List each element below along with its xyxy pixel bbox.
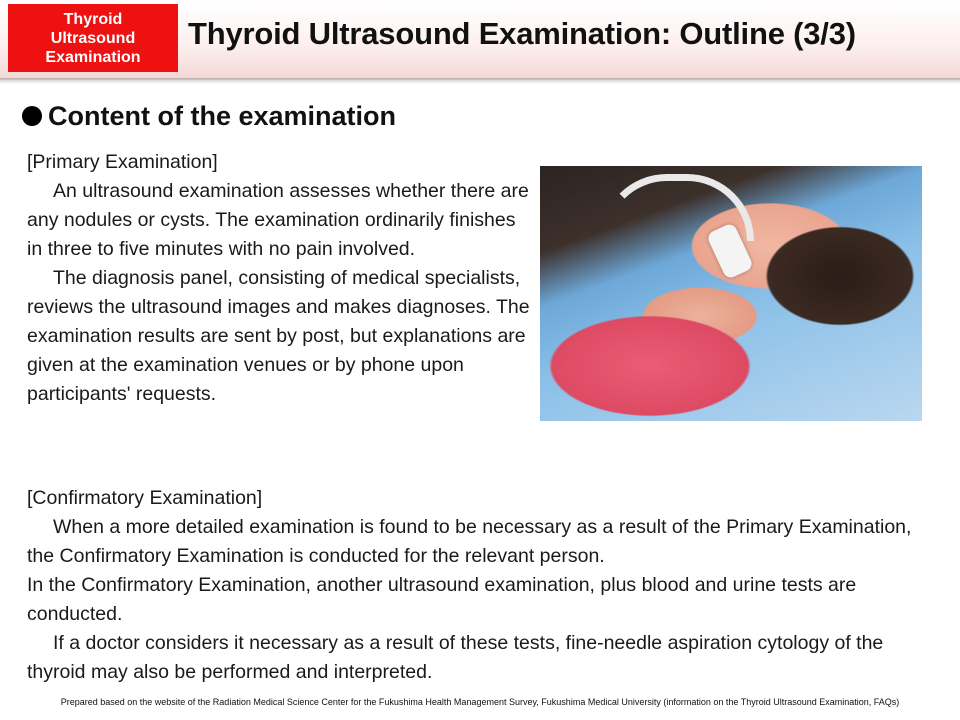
- confirmatory-heading: [Confirmatory Examination]: [27, 487, 263, 509]
- primary-paragraph-1: An ultrasound examination assesses whether there are any nodules or cysts. The examination ordinarily finishes in three to five minutes with no pain involved.: [27, 180, 529, 260]
- page-title: Thyroid Ultrasound Examination: Outline (3/3): [188, 16, 856, 51]
- confirmatory-examination-block: [27, 484, 942, 687]
- header-shadow: [0, 78, 960, 84]
- badge-line-3: Examination: [45, 48, 141, 66]
- confirmatory-paragraph-3: If a doctor considers it necessary as a result of these tests, fine-needle aspiration cytology of the thyroid may also be performed and interpreted.: [27, 632, 884, 683]
- bullet-icon: [22, 106, 42, 126]
- source-footnote: Prepared based on the website of the Radiation Medical Science Center for the Fukushima Health Management Survey, Fukushima Medical University (information on the Thyroid Ultrasound Examination, FAQs): [60, 697, 900, 707]
- badge-line-2: Ultrasound: [50, 29, 136, 47]
- confirmatory-paragraph-2: In the Confirmatory Examination, another ultrasound examination, plus blood and urine tests are conducted.: [27, 574, 857, 625]
- primary-heading: [Primary Examination]: [27, 151, 218, 173]
- primary-paragraph-2: The diagnosis panel, consisting of medical specialists, reviews the ultrasound images and makes diagnoses. The examination results are sent by post, but explanations are given at the examination venues or by phone upon participants' requests.: [27, 267, 530, 405]
- section-heading: Content of the examination: [48, 101, 397, 131]
- examination-photo: [540, 166, 922, 421]
- primary-examination-block: [27, 148, 532, 409]
- badge-line-1: Thyroid: [63, 10, 123, 28]
- topic-badge: [8, 4, 178, 72]
- confirmatory-paragraph-1: When a more detailed examination is found to be necessary as a result of the Primary Examination, the Confirmatory Examination is conducted for the relevant person.: [27, 516, 912, 567]
